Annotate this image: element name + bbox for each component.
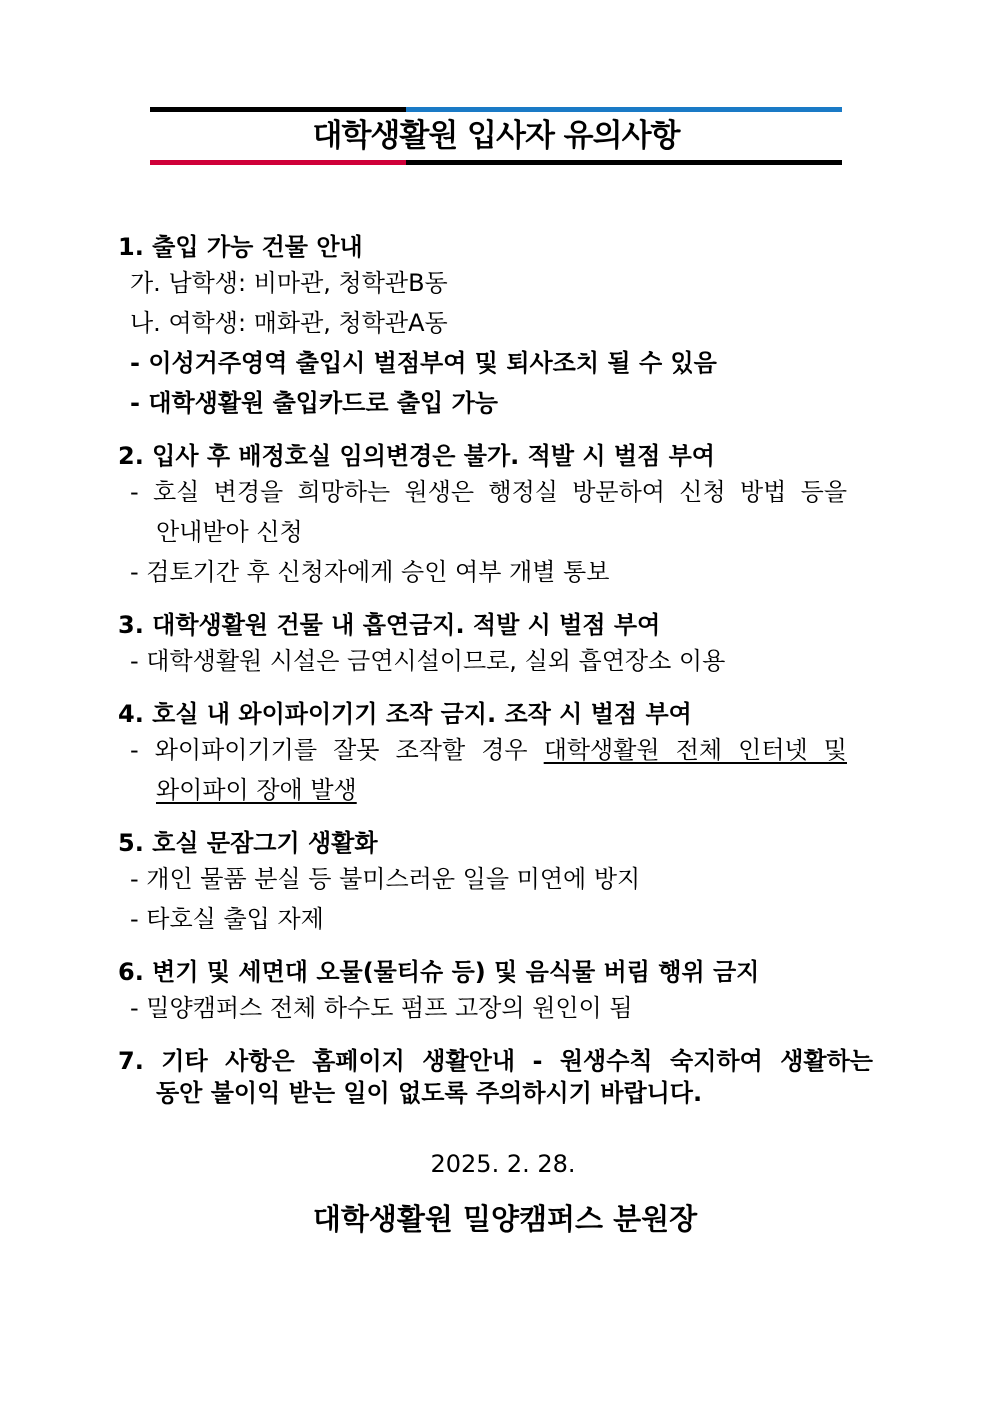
section-heading: 1. 출입 가능 건물 안내 — [118, 233, 363, 261]
underlined-text: 대학생활원 전체 인터넷 및 — [543, 736, 847, 764]
list-item: - 호실 변경을 희망하는 원생은 행정실 방문하여 신청 방법 등을 — [130, 478, 847, 506]
title-bar-top-black — [150, 107, 406, 112]
section-heading: 2. 입사 후 배정호실 임의변경은 불가. 적발 시 벌점 부여 — [118, 442, 715, 470]
section-2 — [118, 440, 878, 592]
section-heading: 4. 호실 내 와이파이기기 조작 금지. 조작 시 벌점 부여 — [118, 700, 692, 728]
section-4 — [118, 698, 878, 810]
page-title: 대학생활원 입사자 유의사항 — [312, 118, 680, 154]
list-item-continuation: 안내받아 신청 — [156, 518, 303, 546]
list-item: - 대학생활원 시설은 금연시설이므로, 실외 흡연장소 이용 — [130, 647, 726, 675]
list-item-text: - 와이파이기기를 잘못 조작할 경우 — [130, 736, 528, 764]
list-item: - 검토기간 후 신청자에게 승인 여부 개별 통보 — [130, 558, 610, 586]
list-item: - 타호실 출입 자제 — [130, 905, 324, 933]
signature: 대학생활원 밀양캠퍼스 분원장 — [312, 1202, 698, 1236]
notice-body — [118, 231, 878, 1126]
list-item: 가. 남학생: 비마관, 청학관B동 — [130, 269, 448, 297]
section-heading: 7. 기타 사항은 홈페이지 생활안내 - 원생수칙 숙지하여 생활하는 — [118, 1047, 873, 1075]
list-item: - 이성거주영역 출입시 벌점부여 및 퇴사조치 될 수 있음 — [130, 349, 717, 377]
list-item-continuation — [118, 770, 878, 810]
list-item: 나. 여학생: 매화관, 청학관A동 — [130, 309, 448, 337]
section-7 — [118, 1045, 878, 1109]
section-5 — [118, 827, 878, 939]
list-item: - 밀양캠퍼스 전체 하수도 펌프 고장의 원인이 됨 — [130, 994, 633, 1022]
title-bar-bottom-black — [406, 160, 842, 165]
section-6 — [118, 956, 878, 1028]
list-item: - 개인 물품 분실 등 불미스러운 일을 미연에 방지 — [130, 865, 641, 893]
section-heading: 6. 변기 및 세면대 오물(물티슈 등) 및 음식물 버림 행위 금지 — [118, 958, 760, 986]
document-date: 2025. 2. 28. — [430, 1150, 576, 1178]
section-heading: 3. 대학생활원 건물 내 흡연금지. 적발 시 벌점 부여 — [118, 611, 661, 639]
section-3 — [118, 609, 878, 681]
title-bar-bottom-crimson — [150, 160, 406, 165]
list-item: - 대학생활원 출입카드로 출입 가능 — [130, 389, 498, 417]
section-1 — [118, 231, 878, 423]
section-heading: 5. 호실 문잠그기 생활화 — [118, 829, 378, 857]
section-heading-continuation: 동안 불이익 받는 일이 없도록 주의하시기 바랍니다. — [156, 1079, 703, 1107]
underlined-text: 와이파이 장애 발생 — [156, 776, 357, 804]
list-item — [118, 730, 847, 770]
title-bar-top-blue — [406, 107, 842, 112]
